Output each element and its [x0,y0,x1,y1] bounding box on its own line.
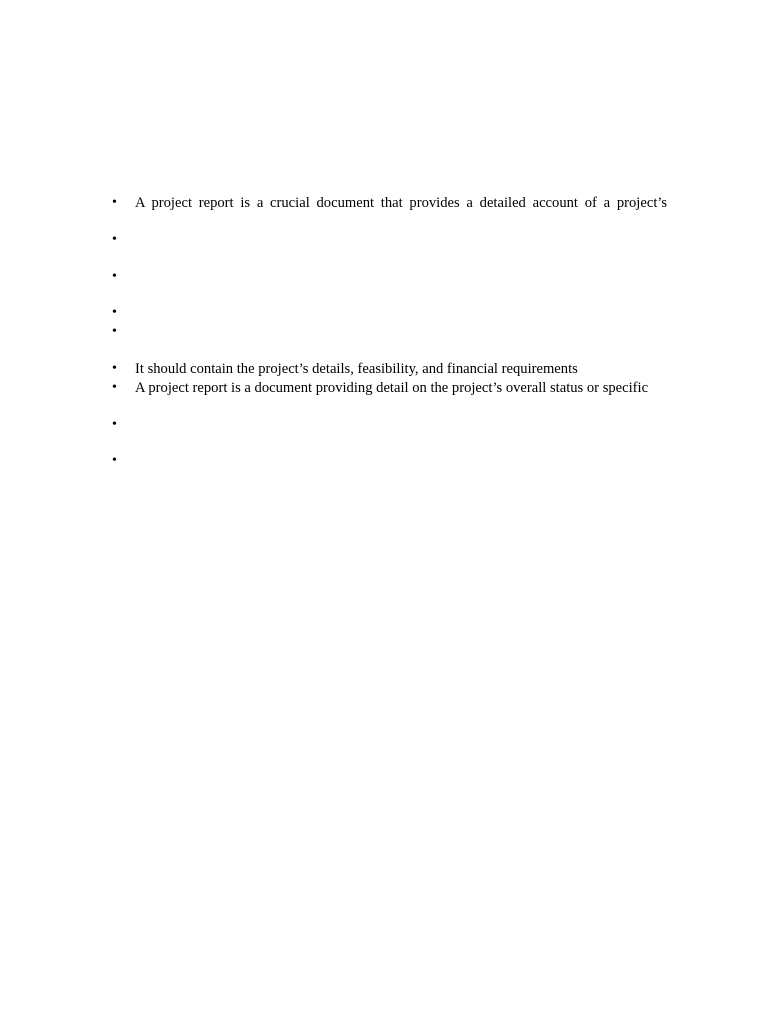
bullet-icon: • [112,361,117,376]
list-item [112,231,682,249]
list-item [112,268,682,286]
list-item-text: It should contain the project’s details, feasibility, and financial requirements [135,361,578,377]
list-item-text: A project report is a document providing detail on the project’s overall status or specific [135,380,649,396]
list-item [112,323,682,341]
list-item [112,379,682,397]
bullet-icon: • [112,417,117,432]
list-item [112,194,682,212]
list-item [112,360,682,378]
list-item [112,416,682,434]
bullet-icon: • [112,195,117,210]
bullet-icon: • [112,453,117,468]
bullet-icon: • [112,380,117,395]
list-item [112,304,682,322]
bullet-icon: • [112,269,117,284]
list-item [112,452,682,470]
bullet-icon: • [112,305,117,320]
bullet-icon: • [112,324,117,339]
bullet-icon: • [112,232,117,247]
list-item-text: A project report is a crucial document that provides a detailed account of a project’s [135,195,668,211]
